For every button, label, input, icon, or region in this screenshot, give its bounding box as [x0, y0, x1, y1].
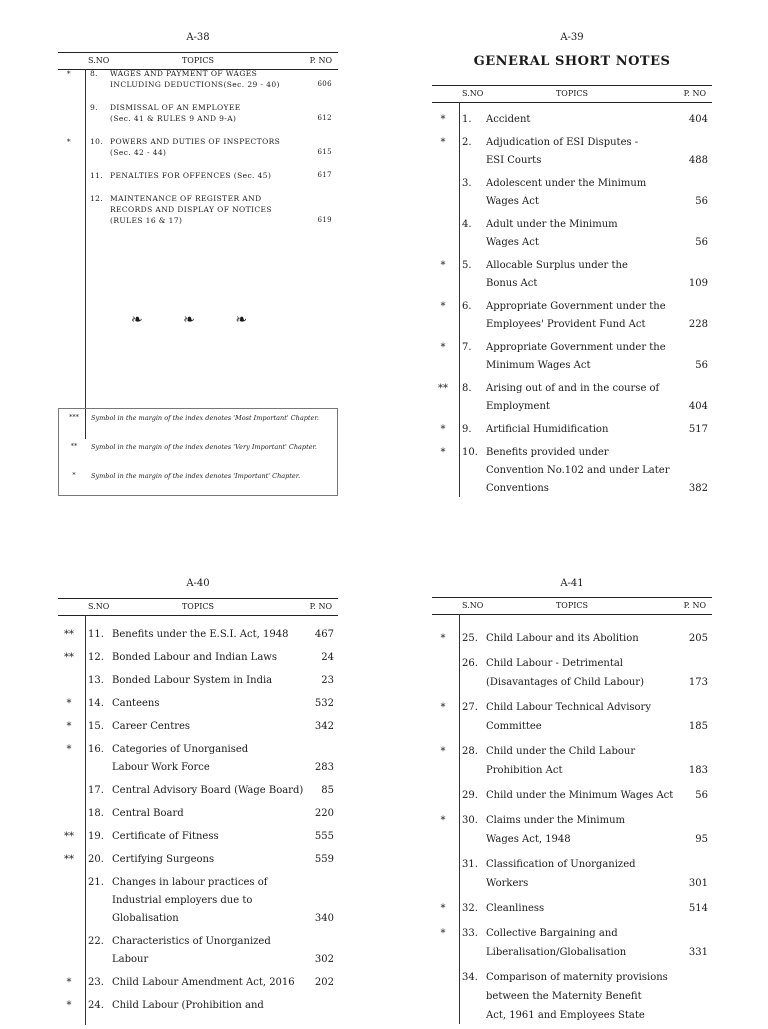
- item-number: 10.: [462, 447, 478, 458]
- page-ref: 173: [688, 677, 708, 688]
- importance-marker: *: [66, 721, 72, 732]
- list-item: [432, 928, 712, 966]
- importance-marker: *: [440, 928, 446, 939]
- page-ref: 532: [314, 698, 334, 709]
- list-item: [58, 69, 338, 91]
- importance-marker: *: [440, 114, 446, 125]
- topic-text: Bonded Labour System in India: [112, 675, 273, 686]
- page-number: A-38: [186, 32, 210, 43]
- page-ref: 615: [317, 148, 332, 156]
- importance-marker: **: [64, 831, 74, 842]
- item-number: 34.: [462, 972, 478, 983]
- list-item: [432, 447, 712, 501]
- item-number: 29.: [462, 790, 478, 801]
- importance-marker: *: [440, 815, 446, 826]
- topic-text: Industrial employers due to: [112, 895, 253, 906]
- page-ref: 404: [688, 114, 708, 125]
- page-ref: 612: [317, 114, 332, 122]
- item-number: 5.: [462, 260, 472, 271]
- topic-text: Employment: [486, 401, 550, 412]
- list-item: [432, 178, 712, 214]
- col-sno: S.NO: [88, 602, 110, 611]
- page-ref: 559: [314, 854, 334, 865]
- item-number: 1.: [462, 114, 472, 125]
- page-ref: 514: [688, 903, 708, 914]
- importance-marker: *: [66, 1000, 72, 1011]
- page-ref: 85: [321, 785, 334, 796]
- topic-text: between the Maternity Benefit: [486, 991, 642, 1002]
- topic-text: Benefits provided under: [486, 447, 609, 458]
- col-pno: P. NO: [309, 602, 332, 611]
- item-number: 33.: [462, 928, 478, 939]
- topic-text: Collective Bargaining and: [486, 928, 618, 939]
- topic-text: POWERS AND DUTIES OF INSPECTORS: [110, 137, 281, 146]
- topic-text: Wages Act: [486, 196, 539, 207]
- topic-text: Child Labour - Detrimental: [486, 658, 624, 669]
- importance-marker: *: [440, 447, 446, 458]
- item-number: 13.: [88, 675, 104, 686]
- list-item: [58, 977, 338, 995]
- page-number: A-39: [560, 32, 584, 43]
- topic-text: MAINTENANCE OF REGISTER AND: [110, 194, 262, 203]
- topic-text: Canteens: [112, 698, 160, 709]
- item-number: 32.: [462, 903, 478, 914]
- item-number: 27.: [462, 702, 478, 713]
- list-item: [432, 633, 712, 652]
- list-item: [58, 785, 338, 803]
- item-number: 25.: [462, 633, 478, 644]
- topic-text: Categories of Unorganised: [112, 744, 249, 755]
- col-topics: TOPICS: [555, 601, 589, 610]
- list-item: [58, 877, 338, 931]
- list-item: [58, 854, 338, 872]
- col-sno: S.NO: [462, 89, 484, 98]
- legend-symbol: *: [72, 471, 76, 479]
- page-ref: 517: [688, 424, 708, 435]
- page-ref: 23: [321, 675, 334, 686]
- topic-text: Adult under the Minimum: [486, 219, 618, 230]
- col-topics: TOPICS: [555, 89, 589, 98]
- item-number: 19.: [88, 831, 104, 842]
- importance-marker: **: [64, 854, 74, 865]
- importance-marker: *: [440, 301, 446, 312]
- item-number: 12.: [90, 194, 104, 203]
- ornament-divider: ❧ ❧ ❧: [130, 312, 266, 328]
- col-sno: S.NO: [88, 56, 110, 65]
- list-item: [432, 658, 712, 696]
- topic-text: Bonus Act: [486, 278, 538, 289]
- item-number: 17.: [88, 785, 104, 796]
- importance-marker: *: [440, 424, 446, 435]
- col-topics: TOPICS: [181, 602, 215, 611]
- topic-text: DISMISSAL OF AN EMPLOYEE: [110, 103, 241, 112]
- page-ref: 185: [688, 721, 708, 732]
- topic-text: (Sec. 42 - 44): [110, 148, 167, 157]
- table-header: [432, 597, 712, 615]
- item-number: 30.: [462, 815, 478, 826]
- topic-text: Cleanliness: [486, 903, 545, 914]
- page-ref: 56: [695, 360, 708, 371]
- item-number: 22.: [88, 936, 104, 947]
- page-ref: 109: [688, 278, 708, 289]
- item-number: 23.: [88, 977, 104, 988]
- topic-text: Labour: [112, 954, 149, 965]
- item-number: 11.: [90, 171, 104, 180]
- item-number: 28.: [462, 746, 478, 757]
- topic-text: Certificate of Fitness: [112, 831, 219, 842]
- topic-text: Changes in labour practices of: [112, 877, 268, 888]
- legend-text: Symbol in the margin of the index denotes 'Important' Chapter.: [91, 472, 301, 480]
- topic-text: Liberalisation/Globalisation: [486, 947, 627, 958]
- list-item: [58, 629, 338, 647]
- page-number: A-41: [560, 578, 584, 589]
- list-item: [58, 831, 338, 849]
- table-header: [432, 85, 712, 103]
- topic-text: Arising out of and in the course of: [486, 383, 660, 394]
- page-number: A-40: [186, 578, 210, 589]
- item-number: 8.: [462, 383, 472, 394]
- panel-a38: [58, 32, 338, 502]
- list-item: [58, 1000, 338, 1018]
- topic-text: Wages Act, 1948: [486, 834, 571, 845]
- list-item: [58, 744, 338, 780]
- topic-text: Employees' Provident Fund Act: [486, 319, 646, 330]
- importance-marker: *: [440, 633, 446, 644]
- topic-text: Characteristics of Unorganized: [112, 936, 271, 947]
- importance-marker: *: [440, 137, 446, 148]
- item-number: 3.: [462, 178, 472, 189]
- topic-text: Committee: [486, 721, 542, 732]
- topic-text: Child under the Minimum Wages Act: [486, 790, 674, 801]
- page-ref: 342: [314, 721, 334, 732]
- table-header: [58, 52, 338, 70]
- list-item: [432, 790, 712, 809]
- topic-text: Minimum Wages Act: [486, 360, 591, 371]
- topic-text: Benefits under the E.S.I. Act, 1948: [112, 629, 289, 640]
- topic-text: Prohibition Act: [486, 765, 563, 776]
- item-number: 14.: [88, 698, 104, 709]
- col-pno: P. NO: [309, 56, 332, 65]
- importance-marker: *: [440, 702, 446, 713]
- importance-marker: *: [440, 746, 446, 757]
- section-heading: GENERAL SHORT NOTES: [473, 54, 671, 69]
- item-number: 18.: [88, 808, 104, 819]
- page-ref: 283: [314, 762, 334, 773]
- topic-text: PENALTIES FOR OFFENCES (Sec. 45): [110, 171, 272, 180]
- item-number: 8.: [90, 69, 98, 78]
- page-ref: 183: [688, 765, 708, 776]
- page-ref: 382: [688, 483, 708, 494]
- page-ref: 617: [317, 171, 332, 179]
- importance-marker: *: [66, 698, 72, 709]
- legend-box: [58, 408, 338, 496]
- item-number: 4.: [462, 219, 472, 230]
- item-number: 7.: [462, 342, 472, 353]
- panel-a41: [432, 578, 712, 1024]
- page-ref: 220: [314, 808, 334, 819]
- topic-text: Career Centres: [112, 721, 191, 732]
- importance-marker: *: [440, 342, 446, 353]
- topic-text: Classification of Unorganized: [486, 859, 636, 870]
- page-ref: 488: [688, 155, 708, 166]
- list-item: [58, 721, 338, 739]
- list-item: [432, 702, 712, 740]
- col-pno: P. NO: [683, 89, 706, 98]
- col-sno: S.NO: [462, 601, 484, 610]
- topic-text: (Disavantages of Child Labour): [486, 677, 644, 688]
- item-number: 12.: [88, 652, 104, 663]
- col-topics: TOPICS: [181, 56, 215, 65]
- item-number: 11.: [88, 629, 104, 640]
- topic-text: Conventions: [486, 483, 549, 494]
- topic-text: Certifying Surgeons: [112, 854, 215, 865]
- legend-text: Symbol in the margin of the index denotes 'Very Important' Chapter.: [91, 443, 317, 451]
- page-ref: 619: [317, 216, 332, 224]
- page-ref: 202: [314, 977, 334, 988]
- item-number: 9.: [462, 424, 472, 435]
- page-ref: 606: [317, 80, 332, 88]
- topic-text: Convention No.102 and under Later: [486, 465, 670, 476]
- topic-text: Act, 1961 and Employees State: [486, 1010, 645, 1021]
- legend-symbol: ***: [69, 413, 79, 421]
- topic-text: Allocable Surplus under the: [486, 260, 628, 271]
- topic-text: Appropriate Government under the: [486, 301, 666, 312]
- list-item: [432, 260, 712, 296]
- topic-text: Accident: [486, 114, 531, 125]
- page-ref: 24: [321, 652, 334, 663]
- list-item: [432, 424, 712, 442]
- topic-text: Bonded Labour and Indian Laws: [112, 652, 277, 663]
- topic-text: Wages Act: [486, 237, 539, 248]
- list-item: [58, 103, 338, 125]
- importance-marker: *: [66, 744, 72, 755]
- list-item: [432, 903, 712, 922]
- topic-text: Labour Work Force: [112, 762, 210, 773]
- panel-a40: [58, 578, 338, 1024]
- page-ref: 56: [695, 237, 708, 248]
- importance-marker: **: [438, 383, 448, 394]
- page-ref: 331: [688, 947, 708, 958]
- page-ref: 302: [314, 954, 334, 965]
- page-ref: 228: [688, 319, 708, 330]
- topic-text: Child Labour Amendment Act, 2016: [112, 977, 295, 988]
- list-item: [58, 936, 338, 972]
- page-ref: 56: [695, 790, 708, 801]
- importance-marker: *: [440, 260, 446, 271]
- topic-text: Comparison of maternity provisions: [486, 972, 668, 983]
- importance-marker: **: [64, 652, 74, 663]
- panel-a39: [432, 32, 712, 502]
- page-ref: 555: [314, 831, 334, 842]
- topic-text: Child Labour Technical Advisory: [486, 702, 651, 713]
- page-ref: 301: [688, 878, 708, 889]
- page-ref: 205: [688, 633, 708, 644]
- item-number: 9.: [90, 103, 98, 112]
- topic-text: Artificial Humidification: [486, 424, 609, 435]
- item-number: 26.: [462, 658, 478, 669]
- list-item: [432, 114, 712, 132]
- list-item: [432, 815, 712, 853]
- topic-text: Globalisation: [112, 913, 179, 924]
- topic-text: RECORDS AND DISPLAY OF NOTICES: [110, 205, 272, 214]
- page-ref: 56: [695, 196, 708, 207]
- page-ref: 95: [695, 834, 708, 845]
- list-item: [58, 652, 338, 670]
- topic-text: Child Labour and its Abolition: [486, 633, 639, 644]
- topic-text: Child Labour (Prohibition and: [112, 1000, 264, 1011]
- item-number: 6.: [462, 301, 472, 312]
- topic-text: Adjudication of ESI Disputes -: [486, 137, 639, 148]
- item-number: 16.: [88, 744, 104, 755]
- list-item: [432, 219, 712, 255]
- item-number: 31.: [462, 859, 478, 870]
- list-item: [432, 859, 712, 897]
- list-item: [432, 972, 712, 1029]
- page-ref: 340: [314, 913, 334, 924]
- importance-marker: **: [64, 629, 74, 640]
- topic-text: Claims under the Minimum: [486, 815, 625, 826]
- topic-text: Central Advisory Board (Wage Board): [112, 785, 304, 796]
- topic-text: Central Board: [112, 808, 184, 819]
- list-item: [58, 171, 338, 182]
- item-number: 15.: [88, 721, 104, 732]
- item-number: 20.: [88, 854, 104, 865]
- topic-text: INCLUDING DEDUCTIONS(Sec. 29 - 40): [110, 80, 280, 89]
- topic-text: (Sec. 41 & RULES 9 AND 9-A): [110, 114, 237, 123]
- topic-text: WAGES AND PAYMENT OF WAGES: [110, 69, 258, 78]
- topic-text: Child under the Child Labour: [486, 746, 636, 757]
- topic-text: Workers: [486, 878, 529, 889]
- list-item: [432, 137, 712, 173]
- legend-symbol: **: [70, 442, 78, 450]
- page-ref: 404: [688, 401, 708, 412]
- item-number: 2.: [462, 137, 472, 148]
- list-item: [58, 808, 338, 826]
- topic-text: ESI Courts: [486, 155, 542, 166]
- item-number: 24.: [88, 1000, 104, 1011]
- importance-marker: *: [66, 137, 72, 146]
- importance-marker: *: [66, 977, 72, 988]
- topic-text: Adolescent under the Minimum: [486, 178, 647, 189]
- list-item: [58, 194, 338, 227]
- list-item: [432, 746, 712, 784]
- page-ref: 467: [314, 629, 334, 640]
- item-number: 10.: [90, 137, 104, 146]
- list-item: [58, 698, 338, 716]
- table-header: [58, 598, 338, 616]
- topic-text: (RULES 16 & 17): [110, 216, 183, 225]
- item-number: 21.: [88, 877, 104, 888]
- importance-marker: *: [66, 69, 72, 78]
- list-item: [58, 675, 338, 693]
- list-item: [58, 137, 338, 159]
- list-item: [432, 383, 712, 419]
- topic-text: Appropriate Government under the: [486, 342, 666, 353]
- legend-text: Symbol in the margin of the index denotes 'Most Important' Chapter.: [91, 414, 319, 422]
- importance-marker: *: [440, 903, 446, 914]
- list-item: [432, 301, 712, 337]
- list-item: [432, 342, 712, 378]
- col-pno: P. NO: [683, 601, 706, 610]
